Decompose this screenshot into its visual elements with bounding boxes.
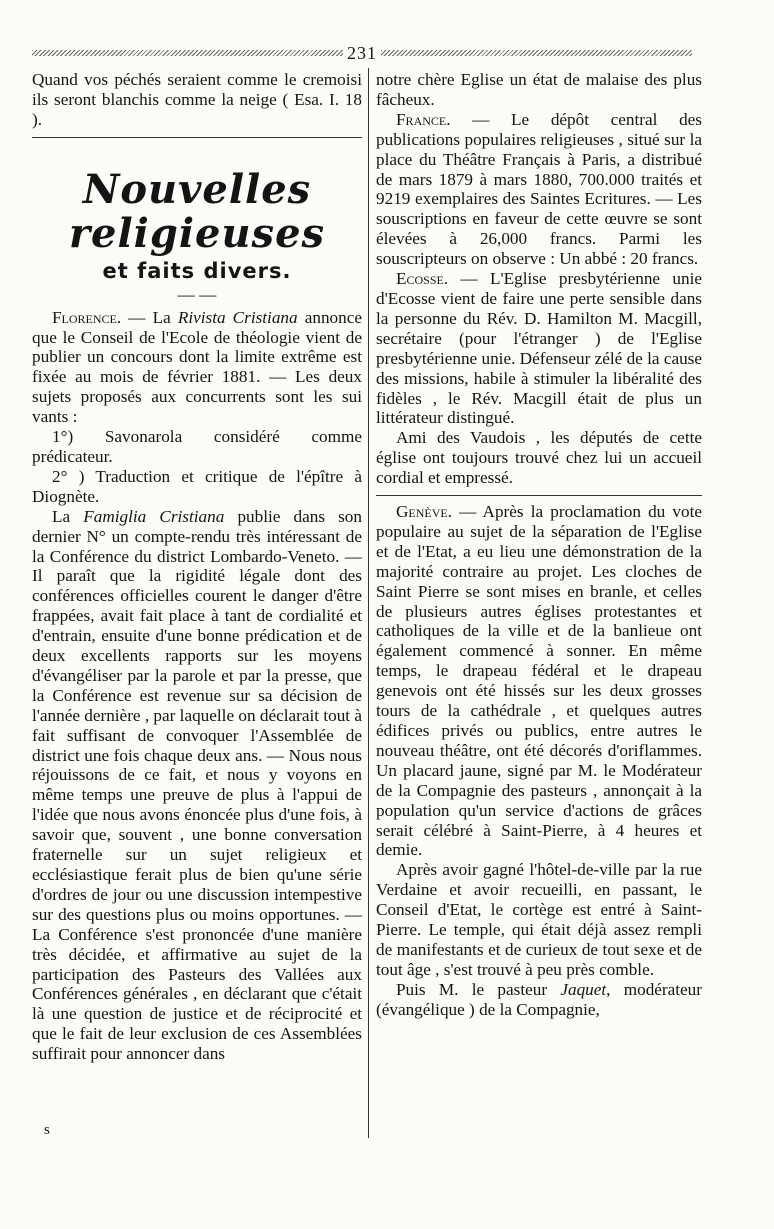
france-label: France.: [396, 109, 451, 129]
right-column: [376, 70, 702, 1020]
france-paragraph: [376, 110, 702, 269]
famiglia-title: Famiglia Cristiana: [83, 506, 225, 526]
section-separator: [32, 137, 362, 138]
subject-2: 2° ) Traduction et critique de l'épître à Diognète.: [32, 466, 362, 506]
famiglia-paragraph: [32, 507, 362, 1064]
page-number: 231: [347, 42, 377, 63]
geneve-label: Genève.: [396, 502, 453, 522]
ecosse-paragraph: [376, 269, 702, 428]
geneve-paragraph: [376, 502, 702, 860]
florence-label: Florence.: [52, 307, 122, 327]
florence-paragraph: [32, 308, 362, 427]
signature-letter: s: [44, 1122, 50, 1138]
title-divider: — —: [177, 284, 217, 304]
ecosse-text: — L'Eglise presbytérienne unie d'Ecosse vient de faire une perte sensible dans la personne du Rév. D. Hamilton M. Macgill, secrétaire (pour l'étranger ) de l'Eglise presbytérienne unie. Défenseur zélé de la cause des missions, habile à stimuler la libéralité des fidèles , le Rév. Macgill était de plus un littérateur distingué.: [376, 269, 702, 428]
jaquet-name: Jaquet: [560, 979, 607, 999]
left-column: [32, 70, 362, 1064]
intro-quote: Quand vos péchés seraient comme le cremoisi ils seront blanchis comme la neige ( Esa. I. 18 ).: [32, 70, 362, 129]
jaquet-text-2: , modérateur (évangélique ) de la Compagnie,: [376, 979, 703, 1019]
jaquet-text: Puis M. le pasteur: [396, 979, 561, 999]
section-title: Nouvelles religieuses: [68, 165, 326, 257]
florence-text-2: annonce que le Conseil de l'Ecole de théologie vient de publier un concours dont la limite extrême est fixée au mois de février 1881. — Les deux sujets proposés aux concurrents sont les sui vants :: [32, 307, 362, 427]
header-ornament-right: [381, 50, 692, 56]
famiglia-text-2: publie dans son dernier N° un compte-rendu très intéressant de la Conférence du district Lombardo-Veneto. — Il paraît que la rigidité légale dont des conférences officielles courent le danger d'être frappées, avait fait place à tant de cordialité et d'entrain, ensuite d'une bonne prédication et de deux excellents rapports sur les moyens d'évangéliser par la parole et par la presse, que la Conférence est revenue sur sa décision de l'année dernière , par laquelle on déclarait tout à fait suffisant de convoquer l'Assemblée de district une fois chaque deux ans. — Nous nous réjouissons de ce fait, et nous y voyons en même temps une preuve de plus à l'appui de l'idée que nous avons énoncée plus d'une fois, à savoir que, souvent , une bonne conversation fraternelle sur un sujet religieux et ecclésiastique ferait plus de bien qu'une série d'ordres de jour ou une discussion intempestive sur des questions plus ou moins opportunes. — La Conférence s'est prononcée d'une manière très décidée, et affirmative au sujet de la participation des Pasteurs des Vallées aux Conférences générales , en déclarant que c'était là une question de justice et de réciprocité et que le fait de leur exclusion de ces Assemblées suffirait pour annoncer dans: [32, 506, 362, 1064]
geneve-text: — Après la proclamation du vote populaire au sujet de la séparation de l'Eglise et de l'Etat, a eu lieu une démonstration de la majorité contraire au projet. Les cloches de Saint Pierre se sont mises en branle, et celles de plusieurs autres églises protestantes et catholiques de la ville et de la banlieue ont également commencé à sonner. En même temps, le drapeau fédéral et le drapeau genevois ont été hissés sur les deux grosses tours de la cathédrale , et quelques autres édifices privés ou publics, entre autres le nouveau théâtre, ont été décorés d'oriflammes. Un placard jaune, signé par M. le Modérateur de la Compagnie des pasteurs , annonçait à la population qu'un service d'actions de grâces serait célébré à Saint-Pierre, à 4 heures et demie.: [376, 502, 702, 860]
column-divider: [368, 68, 369, 1138]
paragraph-separator: [376, 495, 702, 496]
france-text: — Le dépôt central des publications populaires religieuses , situé sur la place du Théâtre Français à Paris, a distribué de mars 1879 à mars 1880, 700.000 traités et 9219 exemplaires des Saintes Ecritures. — Les souscriptions en faveur de cette œuvre se sont élevées à 26,000 francs. Parmi les souscripteurs on observe : Un abbé : 20 francs.: [376, 109, 702, 269]
subject-1: 1°) Savonarola considéré comme prédicateur.: [32, 427, 362, 466]
header-ornament-left: [32, 50, 343, 56]
famiglia-text: La: [52, 506, 84, 526]
section-subtitle: et faits divers.: [102, 258, 292, 283]
hotel-paragraph: Après avoir gagné l'hôtel-de-ville par la rue Verdaine et avoir recueilli, en passant, le Conseil d'Etat, le cortège est entré à Saint-Pierre. Le temple, qui était déjà assez rempli de manifestants et de curieux de tout sexe et de tout âge , s'est trouvé à peu près comble.: [376, 860, 702, 979]
continuation-paragraph: notre chère Eglise un état de malaise des plus fâcheux.: [376, 70, 702, 109]
page-header: [32, 40, 692, 66]
jaquet-paragraph: [376, 980, 702, 1020]
vaudois-paragraph: Ami des Vaudois , les députés de cette église ont toujours trouvé chez lui un accueil cordial et empressé.: [376, 428, 702, 488]
florence-text: — La: [121, 307, 178, 327]
rivista-title: Rivista Cristiana: [177, 307, 298, 327]
ecosse-label: Ecosse.: [396, 269, 449, 289]
